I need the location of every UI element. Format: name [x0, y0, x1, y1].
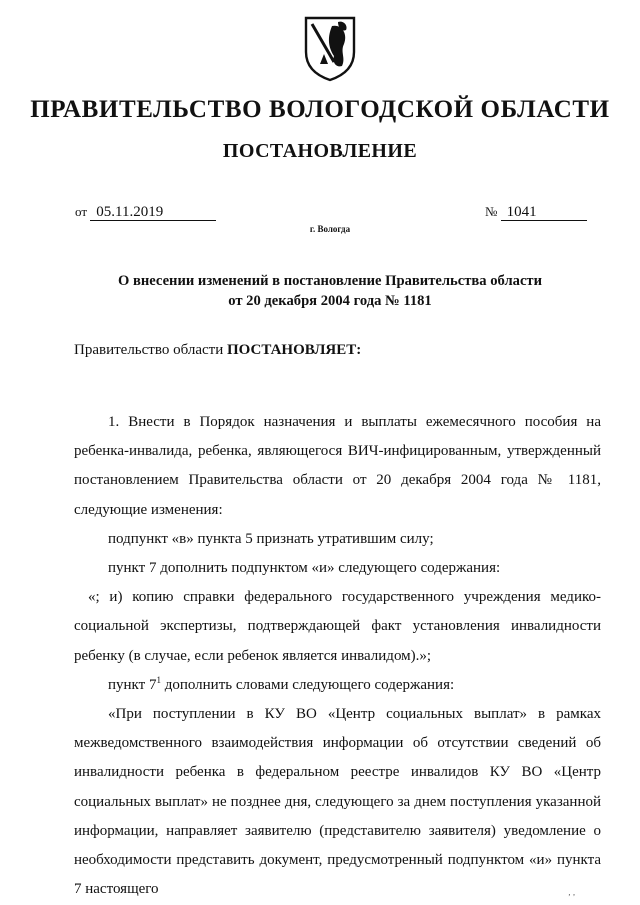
paragraph-6: «При поступлении в КУ ВО «Центр социальных выплат» в рамках межведомственного взаимодействия информации об отсутствии сведений об инвалидности ребенка в федеральном реестре инвалидов КУ ВО «Центр социальных выплат» не позднее дня, следующего за днем поступления указанной информации, направляет заявителю (представителю заявителя) уведомление о необходимости представить документ, предусмотренный подпунктом «и» пункта 7 настоящего [74, 706, 601, 898]
date-field: 05.11.2019 [90, 204, 216, 221]
coat-of-arms-icon [302, 14, 358, 82]
paragraph-5-end: дополнить словами следующего содержания: [160, 676, 455, 693]
paragraph-5-superscript: 1 [156, 674, 161, 685]
decree-lead: Правительство области [74, 342, 227, 358]
document-subject [60, 271, 600, 311]
document-body [74, 408, 601, 904]
paragraph-1: 1. Внести в Порядок назначения и выплаты ежемесячного пособия на ребенка-инвалида, ребенка, являющегося ВИЧ-инфицированным, утвержденный постановлением Правительства области от 20 декабря 2004 года № 1181, следующие изменения: [74, 414, 601, 518]
date-row [75, 204, 216, 221]
decree-statement [74, 342, 361, 359]
paragraph-2: подпункт «в» пункта 5 признать утратившим силу; [108, 530, 434, 547]
subject-line-2: от 20 декабря 2004 года № 1181 [228, 293, 432, 309]
number-field: 1041 [501, 204, 587, 221]
subject-line-1: О внесении изменений в постановление Правительства области [117, 273, 543, 289]
decree-keyword: ПОСТАНОВЛЯЕТ: [226, 342, 362, 358]
paragraph-5-start: пункт 7 [108, 676, 157, 693]
paragraph-4: «; и) копию справки федерального государственного учреждения медико-социальной экспертизы, подтверждающей факт установления инвалидности ребенку (в случае, если ребенок является инвалидом).»; [74, 589, 601, 664]
city-label: г. Вологда [309, 224, 351, 234]
number-row [485, 204, 587, 221]
number-prefix: № [485, 204, 498, 219]
date-prefix: от [75, 204, 88, 219]
scan-mark: ‚ ‚ [568, 888, 576, 897]
paragraph-5 [74, 671, 601, 700]
document-type: ПОСТАНОВЛЕНИЕ [222, 140, 418, 162]
paragraph-3: пункт 7 дополнить подпунктом «и» следующего содержания: [108, 560, 501, 577]
government-title: ПРАВИТЕЛЬСТВО ВОЛОГОДСКОЙ ОБЛАСТИ [30, 96, 610, 123]
